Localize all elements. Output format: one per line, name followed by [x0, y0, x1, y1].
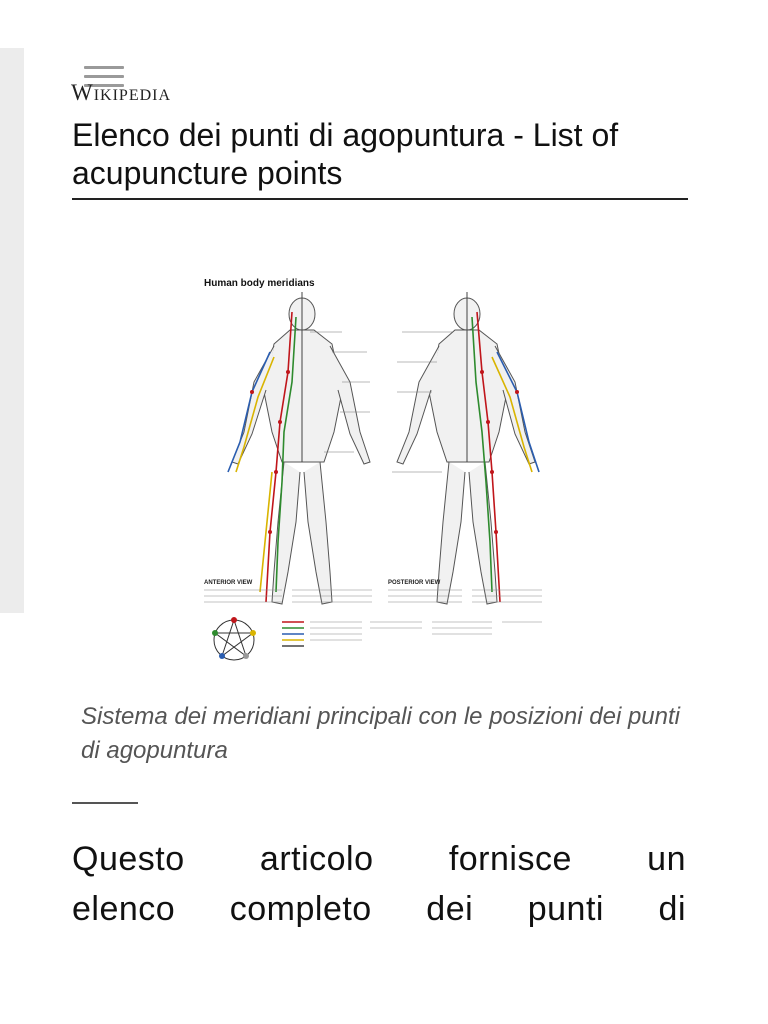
- body-line: elenco completo dei punti di: [72, 890, 686, 928]
- body-line: Questo articolo fornisce un: [72, 840, 686, 878]
- wikipedia-wordmark[interactable]: Wikipedia: [71, 80, 172, 105]
- page-title: Elenco dei punti di agopuntura - List of acupuncture points: [72, 116, 688, 200]
- figure-title: Human body meridians: [204, 278, 315, 289]
- posterior-body-illustration: [397, 298, 535, 604]
- section-separator: [72, 802, 138, 804]
- meridian-figure[interactable]: [192, 272, 576, 668]
- anterior-view-label: ANTERIOR VIEW: [204, 580, 253, 586]
- posterior-view-label: POSTERIOR VIEW: [388, 580, 441, 586]
- anterior-body-illustration: [232, 298, 370, 604]
- article-body: [72, 834, 686, 934]
- figure-caption: Sistema dei meridiani principali con le posizioni dei punti di agopuntura: [81, 703, 680, 764]
- side-strip: [0, 48, 24, 613]
